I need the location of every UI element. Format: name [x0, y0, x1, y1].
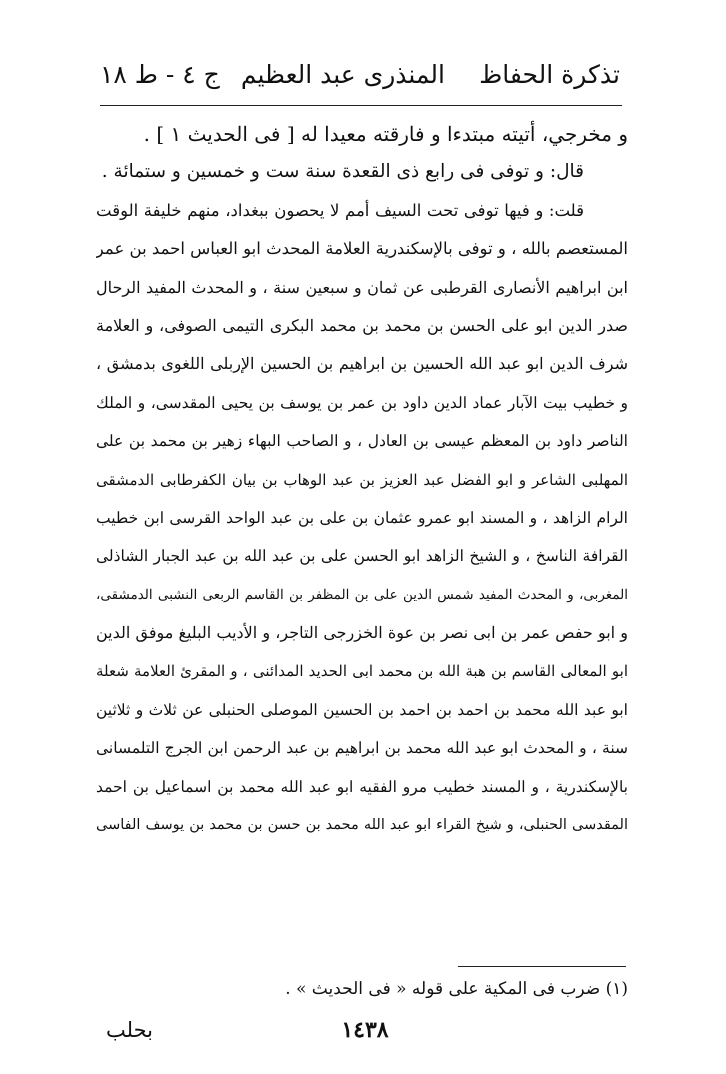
header-divider — [100, 105, 622, 106]
header-volume-reference: ج ٤ - ط ١٨ — [100, 60, 220, 89]
text-line: ابو عبد الله محمد بن احمد بن احمد بن الحسين الموصلى الحنبلى عن ثلاث و ثلاثين — [96, 700, 628, 719]
text-line: ابو المعالى القاسم بن هبة الله بن محمد ابى الحديد المدائنى ، و المقرئ العلامة شعلة — [96, 662, 628, 681]
text-line: و خطيب بيت الآبار عماد الدين داود بن عمر بن يوسف بن يحيى المقدسى، و الملك — [96, 393, 628, 412]
text-line: صدر الدين ابو على الحسن بن محمد بن محمد البكرى التيمى الصوفى، و العلامة — [96, 315, 628, 335]
header-person-name: المنذرى عبد العظيم — [240, 60, 445, 89]
main-text-block — [96, 115, 628, 844]
header-book-title: تذكرة الحفاظ — [479, 60, 620, 89]
text-line: المقدسى الحنبلى، و شيخ القراء ابو عبد الله محمد بن حسن بن محمد بن يوسف الفاسى — [96, 817, 628, 834]
text-line: و مخرجي، أتيته مبتدءا و فارقته معيدا له [ فى الحديث ١ ] . — [143, 122, 628, 146]
footnote: (١) ضرب فى المكية على قوله « فى الحديث » . — [285, 979, 628, 999]
text-line: سنة ، و المحدث ابو عبد الله محمد بن ابراهيم بن عبد الرحمن ابن الجرج التلمسانى — [96, 739, 628, 758]
page-number: ١٤٣٨ — [341, 1017, 389, 1043]
text-line: شرف الدين ابو عبد الله الحسين بن ابراهيم بن الحسين الإربلى اللغوى بدمشق ، — [96, 354, 628, 374]
text-line: المغربى، و المحدث المفيد شمس الدين على بن المظفر بن القاسم الربعى النشبى الدمشقى، — [96, 586, 628, 603]
text-line: القرافة الناسخ ، و الشيخ الزاهد ابو الحسن على بن عبد الله بن عبد الجبار الشاذلى — [96, 547, 628, 566]
text-line: بالإسكندرية ، و المسند خطيب مرو الفقيه ابو عبد الله محمد بن اسماعيل بن احمد — [96, 777, 628, 796]
text-line: قال: و توفى فى رابع ذى القعدة سنة ست و خمسين و ستمائة . — [101, 161, 584, 183]
text-line: المهلبى الشاعر و ابو الفضل عبد العزيز بن عبد الوهاب بن بيان الكفرطابى الدمشقى — [96, 470, 628, 489]
running-header — [100, 55, 620, 99]
footnote-divider — [458, 966, 626, 967]
signature-catchword: بحلب — [106, 1018, 153, 1042]
text-line: ابن ابراهيم الأنصارى القرطبى عن ثمان و سبعين سنة ، و المحدث المفيد الرحال — [96, 277, 628, 297]
text-line: الرام الزاهد ، و المسند ابو عمرو عثمان بن على بن عبد الواحد القرسى ابن خطيب — [96, 508, 628, 527]
text-line: المستعصم بالله ، و توفى بالإسكندرية العلامة المحدث ابو العباس احمد بن عمر — [96, 239, 628, 259]
text-line: و ابو حفص عمر بن ابى نصر بن عوة الخزرجى التاجر، و الأديب البليغ موفق الدين — [96, 623, 628, 643]
text-line: الناصر داود بن المعظم عيسى بن العادل ، و الصاحب البهاء زهير بن محمد بن على — [96, 432, 628, 451]
text-line: قلت: و فيها توفى تحت السيف أمم لا يحصون ببغداد، منهم خليفة الوقت — [96, 200, 584, 220]
